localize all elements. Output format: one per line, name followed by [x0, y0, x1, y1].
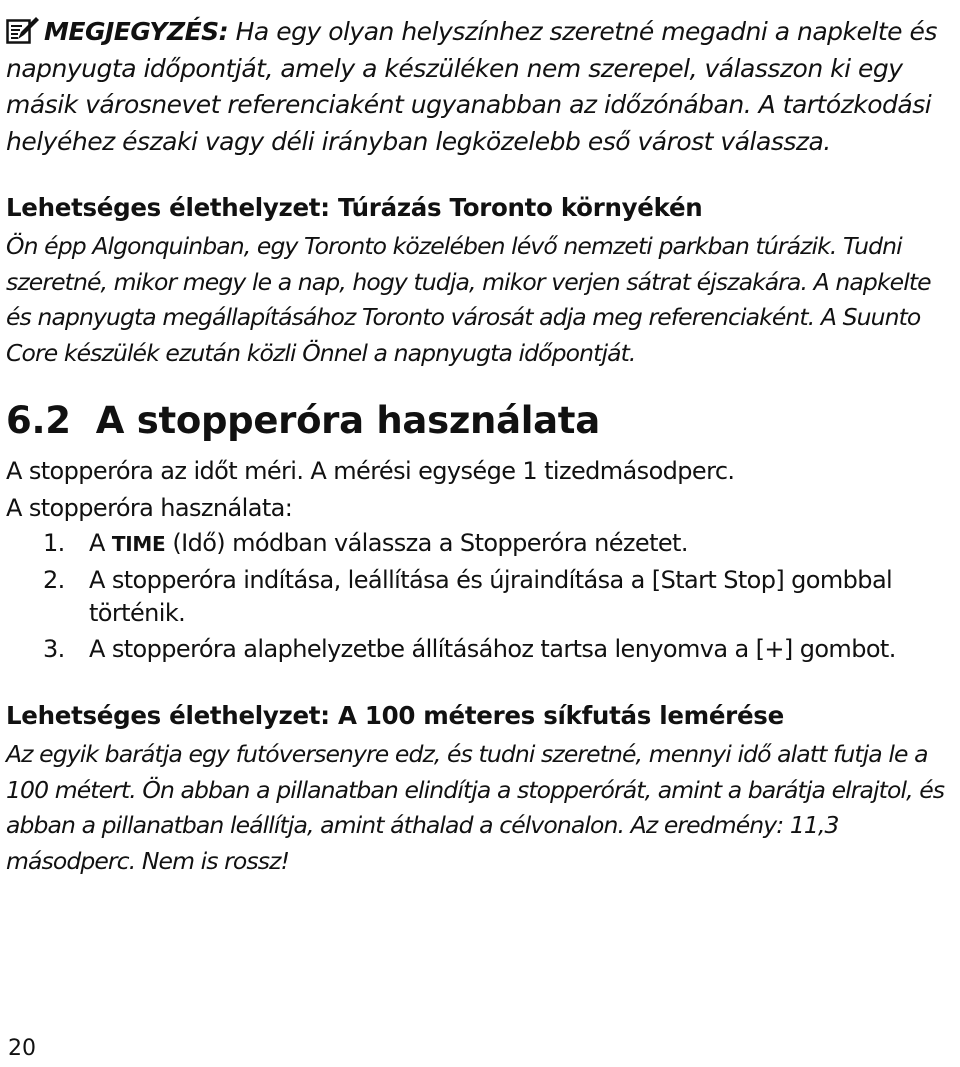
step-text	[87, 527, 956, 561]
scenario-body: Az egyik barátja egy futóversenyre edz, és tudni szeretné, mennyi idő alatt futja le a 100 métert. Ön abban a pillanatban elindítja a stopperórát, amint a barátja elrajtol, és abban a pillanatban leállítja, amint áthalad a célvonalon. Az eredmény: 11,3 másodperc. Nem is rossz!	[6, 740, 945, 875]
scenario-heading: Lehetséges élethelyzet: A 100 méteres síkfutás lemérése	[6, 701, 784, 730]
note-paragraph	[6, 14, 956, 160]
list-item	[6, 564, 956, 630]
step-number: 3.	[43, 635, 65, 663]
step-text-after: (Idő) módban válassza a Stopperóra nézetet.	[165, 529, 688, 557]
section-steps-intro: A stopperóra használata:	[6, 494, 293, 522]
step-text-before: A	[89, 529, 112, 557]
step-number: 1.	[43, 529, 65, 557]
note-label: MEGJEGYZÉS:	[44, 17, 229, 46]
scenario-heading: Lehetséges élethelyzet: Túrázás Toronto környékén	[6, 193, 703, 222]
step-text: A stopperóra indítása, leállítása és újraindítása a [Start Stop] gombbal történik.	[89, 566, 893, 627]
note-pencil-icon	[6, 16, 40, 44]
page-number: 20	[8, 1036, 36, 1061]
list-item	[6, 633, 956, 666]
section-title: 6.2 A stopperóra használata	[6, 399, 600, 442]
steps-list	[6, 527, 956, 666]
step-number: 2.	[43, 566, 65, 594]
document-page	[6, 14, 956, 879]
time-keyword: TIME	[111, 532, 166, 556]
scenario-body: Ön épp Algonquinban, egy Toronto közelében lévő nemzeti parkban túrázik. Tudni szeretné, mikor megy le a nap, hogy tudja, mikor verjen sátrat éjszakára. A napkelte és napnyugta megállapításához Toronto városát adja meg referenciaként. A Suunto Core készülék ezután közli Önnel a napnyugta időpontját.	[6, 232, 931, 367]
step-text: A stopperóra alaphelyzetbe állításához tartsa lenyomva a [+] gombot.	[89, 635, 896, 663]
section-intro-text: A stopperóra az időt méri. A mérési egysége 1 tizedmásodperc.	[6, 457, 735, 485]
note-text: Ha egy olyan helyszínhez szeretné megadni a napkelte és napnyugta időpontját, amely a készüléken nem szerepel, válasszon ki egy másik városnevet referenciaként ugyanabban az időzónában. A tartózkodási helyéhez északi vagy déli irányban legközelebb eső várost válassza.	[6, 17, 937, 156]
list-item	[6, 527, 956, 561]
